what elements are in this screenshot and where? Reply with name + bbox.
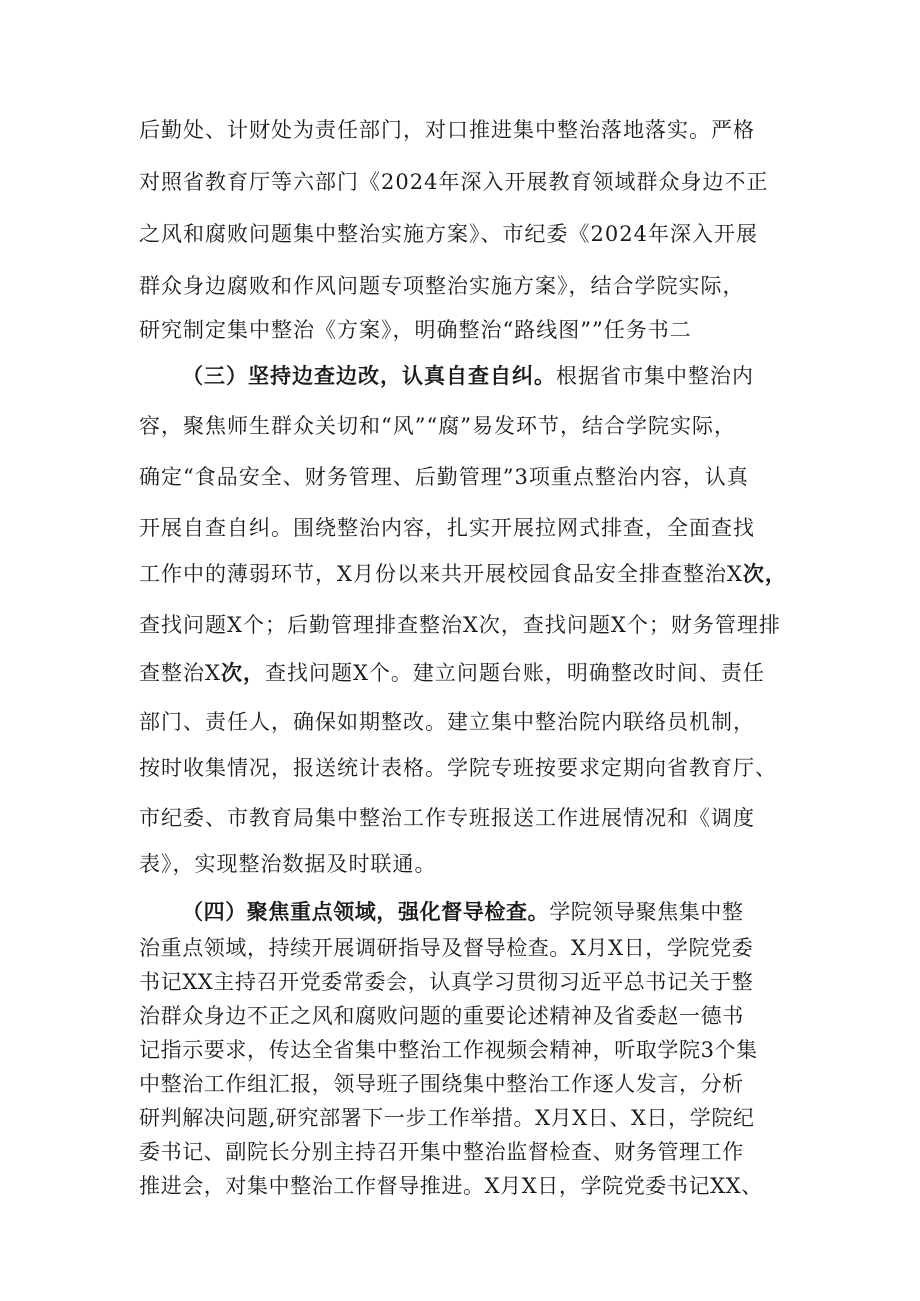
text-run: 查整治X — [139, 661, 221, 685]
text-line: 研判解决问题,研究部署下一步工作举措。X月X日、X日，学院纪 — [139, 1106, 755, 1130]
text-line: 治群众身边不正之风和腐败问题的重要论述精神及省委赵一德书 — [139, 1004, 744, 1028]
text-line: 记指示要求，传达全省集中整治工作视频会精神，听取学院3个集 — [139, 1038, 758, 1062]
text-line: 对照省教育厅等六部门《2024年深入开展教育领域群众身边不正 — [139, 170, 769, 194]
text-line — [139, 556, 799, 592]
text-run: 工作中的薄弱环节，X月份以来共开展校园食品安全排查整治X — [139, 562, 743, 586]
text-line: 委书记、副院长分别主持召开集中整治监督检查、财务管理工作 — [139, 1140, 744, 1164]
text-line: 书记XX主持召开党委常委会，认真学习贯彻习近平总书记关于整 — [139, 970, 754, 994]
text-line: 群众身边腐败和作风问题专项整治实施方案》，结合学院实际， — [139, 274, 745, 298]
text-run: 根据省市集中整治内 — [556, 364, 754, 388]
text-line: 市纪委、市教育局集中整治工作专班报送工作进展情况和《调度 — [139, 806, 755, 830]
bold-run: 次， — [220, 661, 265, 685]
text-line — [182, 894, 842, 930]
text-run: 查找问题X个。建立问题台账，明确整改时间、责任 — [264, 661, 765, 685]
section-heading: （三）坚持边查边改，认真自查自纠。 — [182, 364, 556, 388]
text-line: 按时收集情况，报送统计表格。学院专班按要求定期向省教育厅、 — [139, 756, 777, 780]
text-line: 治重点领域，持续开展调研指导及督导检查。X月X日，学院党委 — [139, 936, 754, 960]
section-heading: （四）聚焦重点领域，强化督导检查。 — [182, 900, 550, 924]
text-line: 容，聚焦师生群众关切和“风”“腐”易发环节，结合学院实际， — [139, 414, 736, 438]
text-line: 部门、责任人，确保如期整改。建立集中整治院内联络员机制， — [139, 710, 755, 734]
bold-run: 次， — [742, 562, 787, 586]
text-line — [182, 358, 842, 394]
text-line: 表》，实现整治数据及时联通。 — [139, 852, 437, 876]
text-line: 之风和腐败问题集中整治实施方案》、市纪委《2024年深入开展 — [139, 222, 758, 246]
text-line — [139, 655, 799, 691]
text-line: 中整治工作组汇报，领导班子围绕集中整治工作逐人发言，分析 — [139, 1072, 744, 1096]
text-line: 后勤处、计财处为责任部门，对口推进集中整治落地落实。严格 — [139, 118, 755, 142]
text-run: 学院领导聚焦集中整 — [549, 900, 744, 924]
text-line: 开展自查自纠。围绕整治内容，扎实开展拉网式排查，全面查找 — [139, 516, 755, 540]
text-line: 确定“食品安全、财务管理、后勤管理”3项重点整治内容，认真 — [139, 465, 749, 489]
text-line: 研究制定集中整治《方案》，明确整治“路线图””任务书二 — [139, 318, 692, 342]
text-line: 推进会，对集中整治工作督导推进。X月X日，学院党委书记XX、 — [139, 1174, 763, 1198]
text-line: 查找问题X个；后勤管理排查整治X次，查找问题X个；财务管理排 — [139, 613, 781, 637]
